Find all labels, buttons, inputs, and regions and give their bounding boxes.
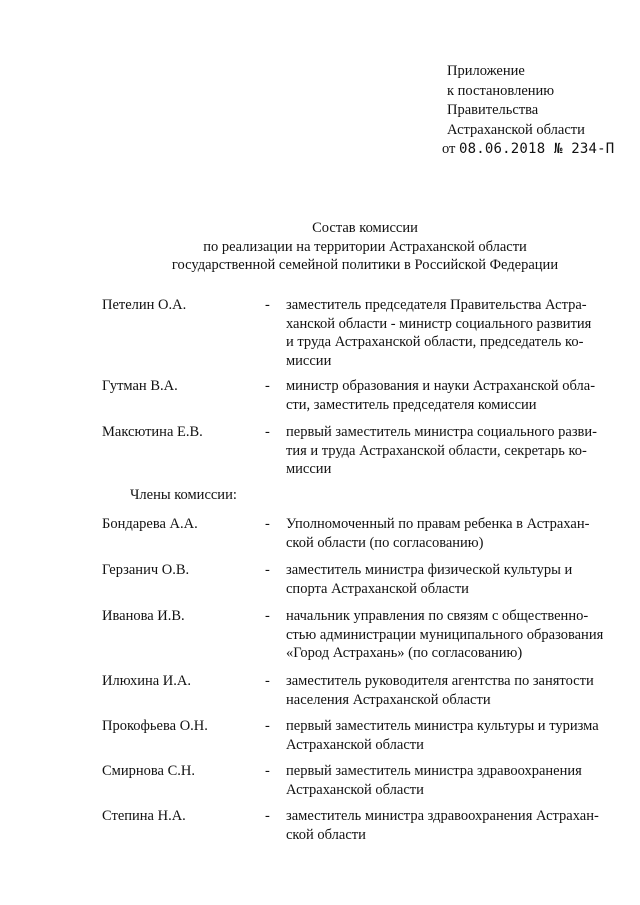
role-line: ской области (по согласованию): [286, 534, 484, 551]
role-line: заместитель председателя Правительства Астра-: [286, 297, 587, 313]
role-line: начальник управления по связям с общественно-: [286, 608, 589, 624]
role-line: первый заместитель министра культуры и туризма: [286, 718, 599, 734]
role-line: «Город Астрахань» (по согласованию): [286, 645, 523, 661]
member-role: [286, 672, 611, 709]
member-role: [286, 296, 611, 370]
title-line: государственной семейной политики в Российской Федерации: [171, 257, 559, 273]
role-line: Астраханской области: [286, 736, 424, 753]
member-role: [286, 423, 611, 479]
role-line: первый заместитель министра здравоохранения: [286, 763, 582, 779]
member-role: [286, 607, 611, 663]
appendix-line: Приложение: [447, 63, 525, 79]
role-line: сти, заместитель председателя комиссии: [286, 396, 537, 413]
member-name: Прокофьева О.Н.: [102, 718, 208, 734]
member-role: [286, 561, 611, 598]
appendix-date-line: [442, 140, 614, 160]
dash: -: [265, 718, 270, 734]
role-line: миссии: [286, 352, 332, 369]
member-name: Бондарева А.А.: [102, 516, 198, 532]
member-name: Илюхина И.А.: [102, 673, 191, 689]
dash: -: [265, 378, 270, 394]
appendix-block: [442, 62, 619, 160]
role-line: заместитель руководителя агентства по занятости: [286, 673, 594, 689]
dash: -: [265, 673, 270, 689]
member-role: [286, 377, 611, 414]
title-line: Состав комиссии: [312, 220, 418, 236]
dash: -: [265, 808, 270, 824]
dash: -: [265, 608, 270, 624]
member-role: [286, 515, 611, 552]
member-name: Степина Н.А.: [102, 808, 186, 824]
member-name: Герзанич О.В.: [102, 562, 190, 578]
member-role: [286, 762, 611, 799]
member-name: Максютина Е.В.: [102, 424, 203, 440]
role-line: спорта Астраханской области: [286, 580, 469, 597]
members-heading: Члены комиссии:: [130, 487, 237, 503]
title-line: по реализации на территории Астраханской области: [203, 238, 527, 255]
member-role: [286, 807, 611, 844]
dash: -: [265, 763, 270, 779]
role-line: заместитель министра здравоохранения Астрахан-: [286, 808, 599, 824]
member-name: Смирнова С.Н.: [102, 763, 195, 779]
dash: -: [265, 424, 270, 440]
dash: -: [265, 562, 270, 578]
role-line: заместитель министра физической культуры и: [286, 562, 573, 578]
role-line: стью администрации муниципального образования: [286, 626, 604, 643]
role-line: министр образования и науки Астраханской обла-: [286, 378, 596, 394]
role-line: тия и труда Астраханской области, секретарь ко-: [286, 442, 587, 459]
dash: -: [265, 516, 270, 532]
role-line: первый заместитель министра социального разви-: [286, 424, 597, 440]
date-prefix: от: [442, 141, 456, 157]
role-line: ханской области - министр социального развития: [286, 315, 592, 332]
role-line: Уполномоченный по правам ребенка в Астрахан-: [286, 516, 590, 532]
member-role: [286, 717, 611, 754]
member-name: Гутман В.А.: [102, 378, 178, 394]
role-line: Астраханской области: [286, 781, 424, 798]
appendix-line: Астраханской области: [447, 121, 585, 138]
role-line: миссии: [286, 461, 332, 477]
role-line: населения Астраханской области: [286, 691, 491, 708]
dash: -: [265, 297, 270, 313]
role-line: ской области: [286, 826, 366, 843]
member-name: Иванова И.В.: [102, 608, 185, 624]
appendix-line: Правительства: [447, 102, 539, 118]
role-line: и труда Астраханской области, председатель ко-: [286, 334, 584, 350]
date-value: 08.06.2018 № 234-П: [459, 141, 615, 157]
document-title: [120, 219, 610, 275]
appendix-line: к постановлению: [447, 82, 555, 99]
member-name: Петелин О.А.: [102, 297, 187, 313]
